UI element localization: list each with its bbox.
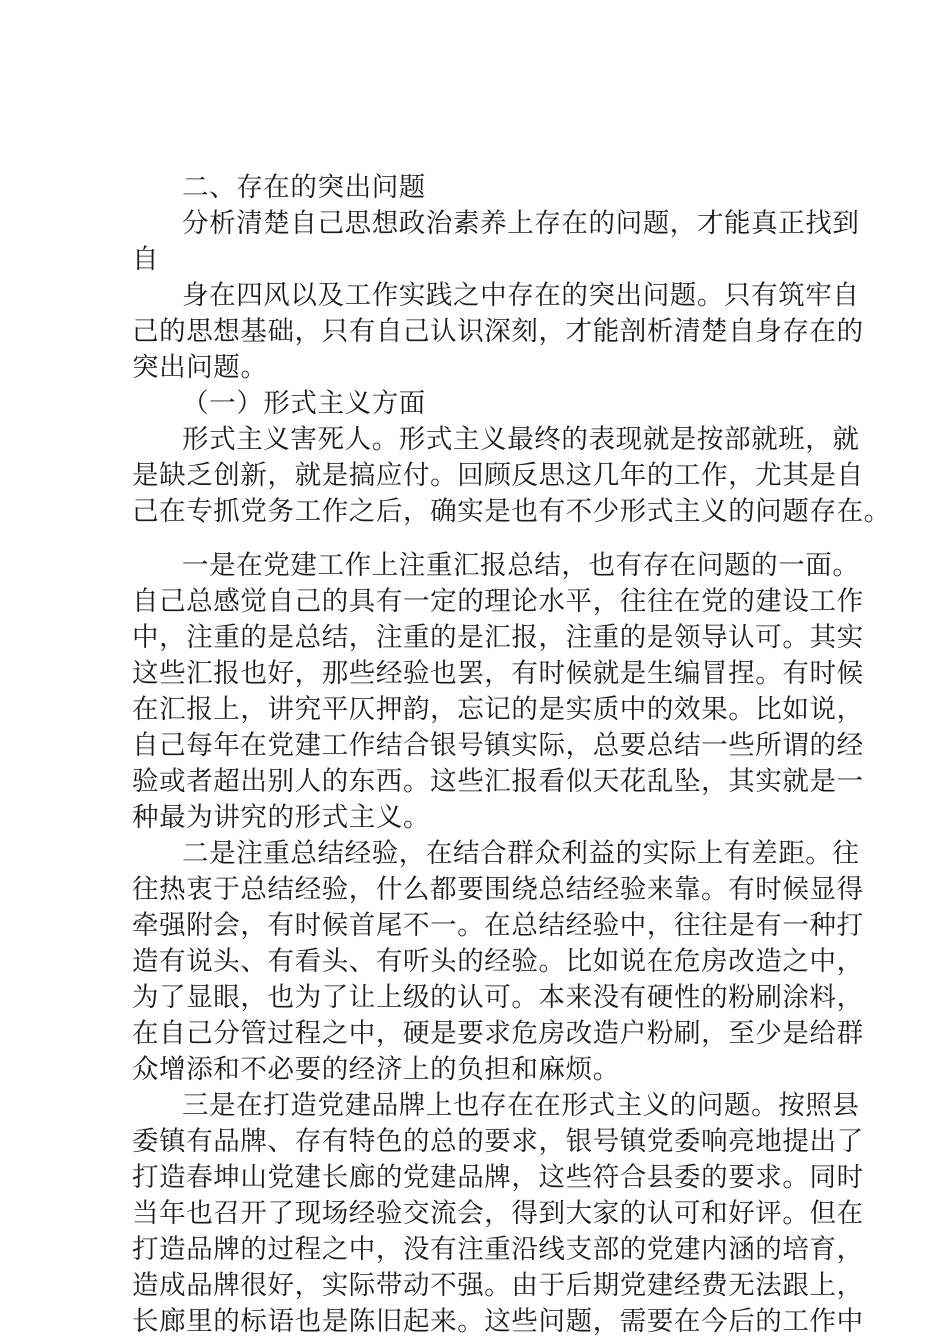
intro-line: 自	[132, 244, 160, 275]
paragraph-line: 三是在打造党建品牌上也存在在形式主义的问题。按照县	[182, 1090, 860, 1121]
paragraph-line: 造有说头、有看头、有听头的经验。比如说在危房改造之中，	[132, 946, 864, 977]
paragraph-line: 自己总感觉自己的具有一定的理论水平，往往在党的建设工作	[132, 586, 864, 617]
subsection-heading: （一）形式主义方面	[182, 388, 426, 419]
paragraph-line: 形式主义害死人。形式主义最终的表现就是按部就班，就	[182, 424, 860, 455]
paragraph-line: 种最为讲究的形式主义。	[132, 802, 431, 833]
paragraph-line: 造成品牌很好，实际带动不强。由于后期党建经费无法跟上，	[132, 1270, 864, 1301]
paragraph-line: 往热衷于总结经验，什么都要围绕总结经验来靠。有时候显得	[132, 874, 864, 905]
paragraph-line: 为了显眼，也为了让上级的认可。本来没有硬性的粉刷涂料，	[132, 982, 864, 1013]
paragraph-line: 二是注重总结经验，在结合群众利益的实际上有差距。往	[182, 838, 860, 869]
paragraph-line: 众增添和不必要的经济上的负担和麻烦。	[132, 1054, 620, 1085]
paragraph-line: 长廊里的标语也是陈旧起来。这些问题，需要在今后的工作中	[132, 1306, 864, 1337]
paragraph-line: 委镇有品牌、存有特色的总的要求，银号镇党委响亮地提出了	[132, 1126, 864, 1157]
paragraph-line: 中，注重的是总结，注重的是汇报，注重的是领导认可。其实	[132, 622, 864, 653]
paragraph-line: 牵强附会，有时候首尾不一。在总结经验中，往往是有一种打	[132, 910, 864, 941]
intro-line: 己的思想基础，只有自己认识深刻，才能剖析清楚自身存在的	[132, 316, 864, 347]
paragraph-line: 在自己分管过程之中，硬是要求危房改造户粉刷，至少是给群	[132, 1018, 864, 1049]
paragraph-line: 打造春坤山党建长廊的党建品牌，这些符合县委的要求。同时	[132, 1162, 864, 1193]
intro-line: 突出问题。	[132, 352, 268, 383]
paragraph-line: 己在专抓党务工作之后，确实是也有不少形式主义的问题存在。	[132, 496, 891, 527]
paragraph-line: 这些汇报也好，那些经验也罢，有时候就是生编冒捏。有时候	[132, 658, 864, 689]
intro-line: 分析清楚自己思想政治素养上存在的问题，才能真正找到	[182, 208, 860, 239]
paragraph-line: 是缺乏创新，就是搞应付。回顾反思这几年的工作，尤其是自	[132, 460, 864, 491]
paragraph-line: 打造品牌的过程之中，没有注重沿线支部的党建内涵的培育，	[132, 1234, 864, 1265]
paragraph-line: 自己每年在党建工作结合银号镇实际，总要总结一些所谓的经	[132, 730, 864, 761]
section-heading: 二、存在的突出问题	[182, 172, 426, 203]
paragraph-line: 在汇报上，讲究平仄押韵，忘记的是实质中的效果。比如说，	[132, 694, 864, 725]
paragraph-line: 验或者超出别人的东西。这些汇报看似天花乱坠，其实就是一	[132, 766, 864, 797]
intro-line: 身在四风以及工作实践之中存在的突出问题。只有筑牢自	[182, 280, 860, 311]
paragraph-line: 一是在党建工作上注重汇报总结，也有存在问题的一面。	[182, 550, 860, 581]
paragraph-line: 当年也召开了现场经验交流会，得到大家的认可和好评。但在	[132, 1198, 864, 1229]
